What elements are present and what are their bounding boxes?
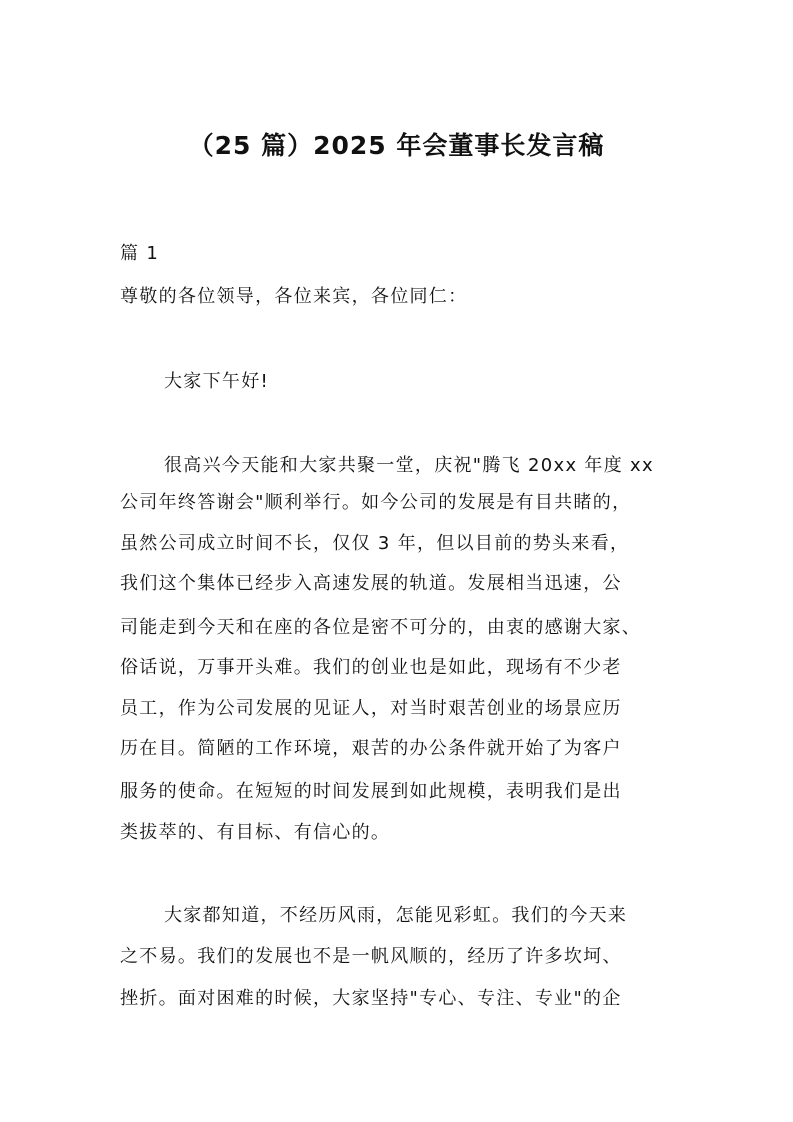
paragraph1-line: 俗话说，万事开头难。我们的创业也是如此，现场有不少老 — [120, 657, 622, 678]
paragraph1-line: 类拔萃的、有目标、有信心的。 — [120, 822, 391, 843]
paragraph1-line: 历在目。简陋的工作环境，艰苦的办公条件就开始了为客户 — [120, 738, 622, 759]
paragraph1-line: 很高兴今天能和大家共聚一堂，庆祝"腾飞 20xx 年度 xx — [164, 455, 654, 476]
paragraph1-line: 司能走到今天和在座的各位是密不可分的，由衷的感谢大家、 — [120, 617, 642, 638]
salutation: 尊敬的各位领导，各位来宾，各位同仁： — [120, 286, 468, 307]
paragraph2-line: 大家都知道，不经历风雨，怎能见彩虹。我们的今天来 — [164, 905, 628, 926]
paragraph1-line: 虽然公司成立时间不长，仅仅 3 年，但以目前的势头来看， — [120, 533, 630, 554]
paragraph2-line: 挫折。面对困难的时候，大家坚持"专心、专注、专业"的企 — [120, 988, 622, 1009]
paragraph1-line: 我们这个集体已经步入高速发展的轨道。发展相当迅速，公 — [120, 573, 622, 594]
paragraph1-line: 服务的使命。在短短的时间发展到如此规模，表明我们是出 — [120, 781, 622, 802]
paragraph2-line: 之不易。我们的发展也不是一帆风顺的，经历了许多坎坷、 — [120, 946, 622, 967]
document-title: （25 篇）2025 年会董事长发言稿 — [188, 131, 605, 160]
paragraph1-line: 公司年终答谢会"顺利举行。如今公司的发展是有目共睹的， — [120, 492, 632, 513]
paragraph1-line: 员工，作为公司发展的见证人，对当时艰苦创业的场景应历 — [120, 698, 622, 719]
greeting: 大家下午好! — [164, 371, 270, 392]
section-label: 篇 1 — [120, 243, 160, 264]
